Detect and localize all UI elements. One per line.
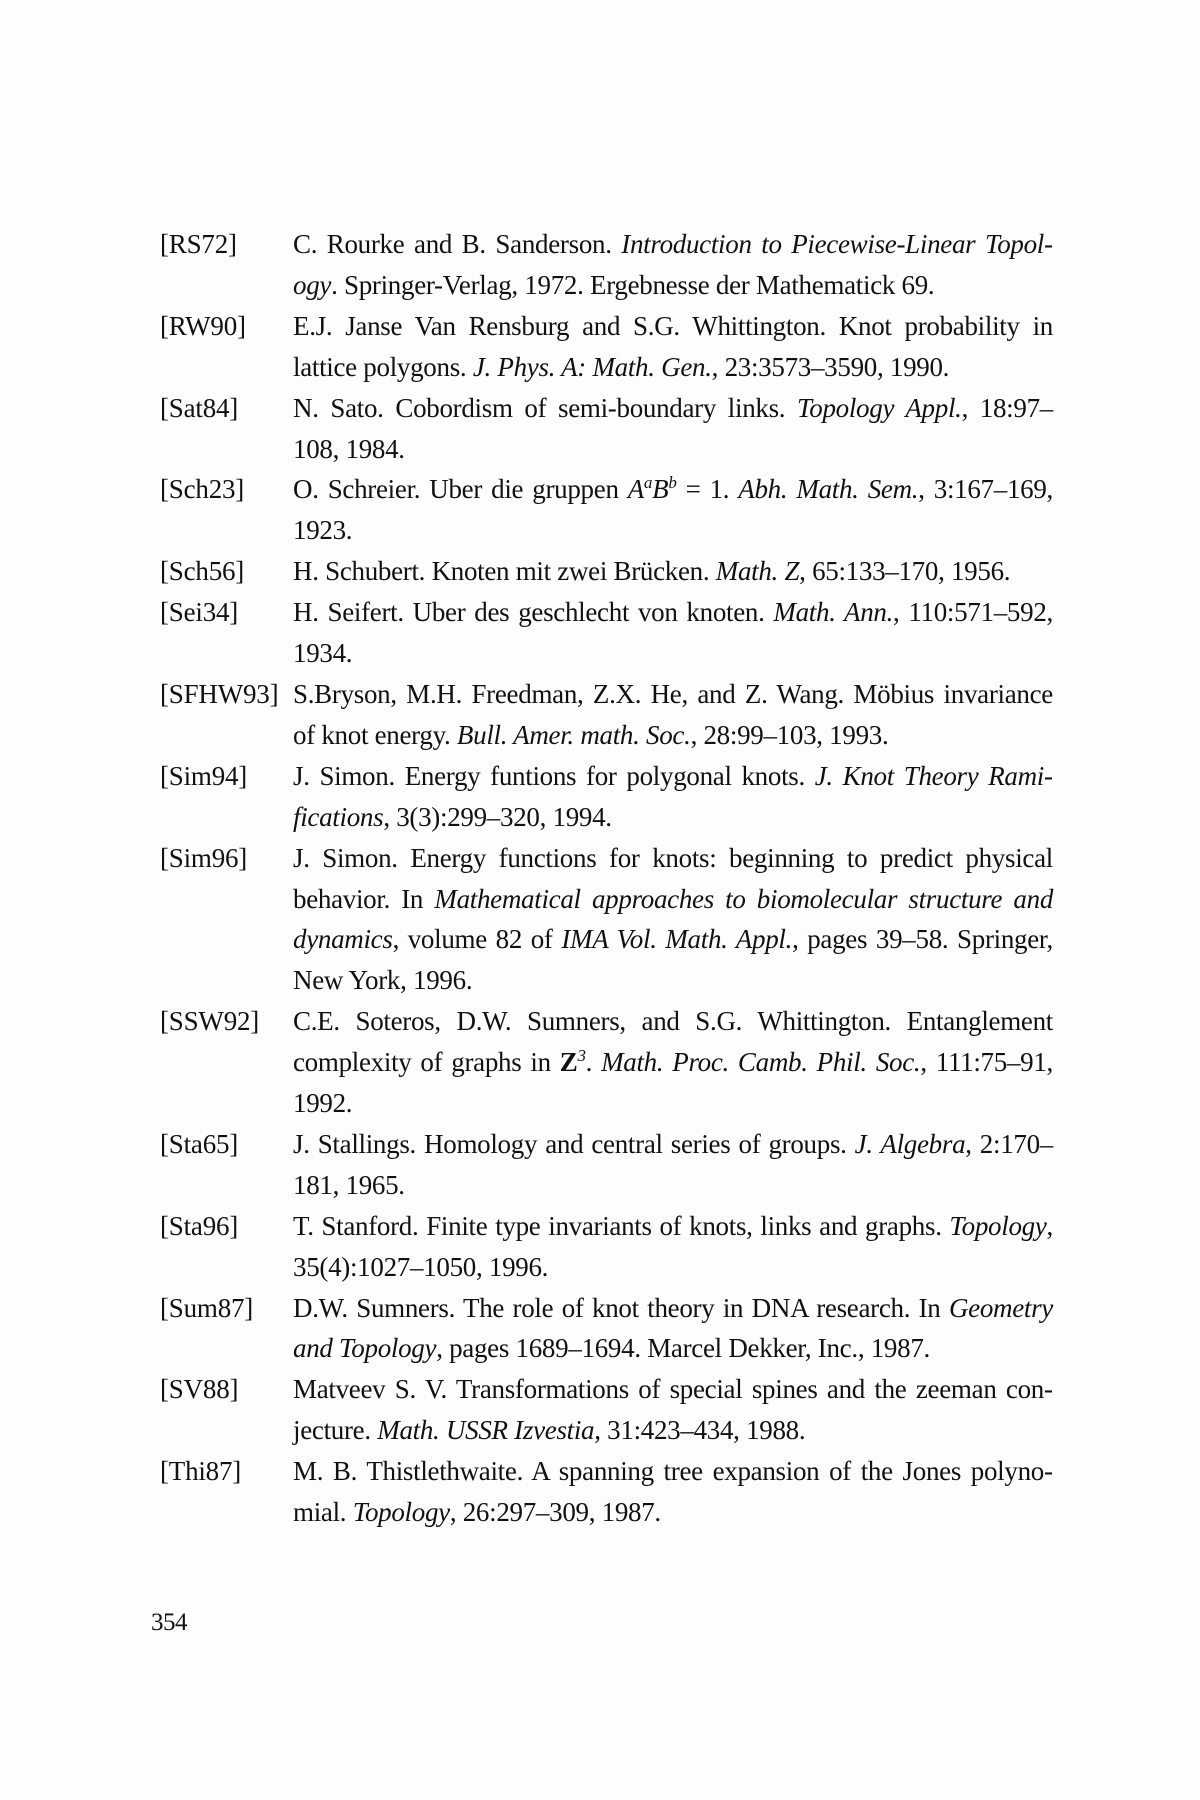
text-run: J. Stallings. Homology and central series of groups. <box>293 1128 855 1159</box>
text-run: T. Stanford. Finite type invariants of knots, links and graphs. <box>293 1210 950 1241</box>
italic-title: Math. Ann. <box>773 597 894 628</box>
text-run: , 28:99–103, 1993. <box>690 719 889 750</box>
bibliography-entry <box>0 1124 1200 1206</box>
italic-title: Math. Z <box>715 556 800 587</box>
text-run: , 35(4):1027–1050, 1996. <box>293 1210 1053 1282</box>
text-run: Matveev S. V. Transformations of special spines and the zeeman conjecture. <box>293 1374 1053 1446</box>
citation-text <box>293 1124 1053 1206</box>
citation-key: [RW90] <box>160 310 246 341</box>
text-run: H. Seifert. Uber des geschlecht von knoten. <box>293 597 774 628</box>
bibliography-entry <box>0 1451 1200 1533</box>
italic-title: B <box>652 474 669 505</box>
italic-title: Bull. Amer. math. Soc. <box>456 719 691 750</box>
page-number: 354 <box>151 1609 187 1636</box>
bibliography-entry <box>0 1206 1200 1288</box>
bibliography-entry <box>0 469 1200 551</box>
text-run: H. Schubert. Knoten mit zwei Brücken. <box>293 556 716 587</box>
text-run: , 2:170–181, 1965. <box>293 1128 1053 1200</box>
italic-title: Math. USSR Izvestia <box>377 1415 595 1446</box>
bibliography-entry <box>0 756 1200 838</box>
bibliography-entry <box>0 388 1200 470</box>
citation-key: [Sim94] <box>160 760 248 791</box>
citation-key: [Sei34] <box>160 597 239 628</box>
superscript: b <box>668 473 677 493</box>
citation-text <box>293 224 1053 306</box>
bibliography-entry <box>0 1001 1200 1124</box>
italic-title: J. Algebra <box>854 1128 966 1159</box>
italic-title: Abh. Math. Sem. <box>738 474 919 505</box>
italic-title: Geometry and Topology <box>293 1292 1053 1364</box>
citation-key: [Thi87] <box>160 1456 242 1487</box>
text-run: , 31:423–434, 1988. <box>594 1415 806 1446</box>
italic-title: IMA Vol. Math. Appl. <box>561 924 793 955</box>
text-run: J. Simon. Energy functions for knots: beginning to predict physical behavior. In <box>293 842 1053 914</box>
text-run: D.W. Sumners. The role of knot theory in DNA research. In <box>293 1292 949 1323</box>
text-run: , 110:571–592, 1934. <box>293 597 1053 669</box>
citation-key: [Sch56] <box>160 556 245 587</box>
bibliography-entry <box>0 306 1200 388</box>
citation-key: [Sta96] <box>160 1210 239 1241</box>
citation-key: [RS72] <box>160 229 237 259</box>
citation-text <box>293 551 1053 592</box>
italic-title: J. Phys. A: Math. Gen. <box>472 351 712 382</box>
text-run: . Springer-Verlag, 1972. Ergebnesse der Mathematick 69. <box>331 269 935 300</box>
italic-title: A <box>627 474 644 505</box>
text-run: , pages 39–58. Springer, New York, 1996. <box>293 924 1053 996</box>
citation-key: [Sum87] <box>160 1292 254 1323</box>
text-run: . <box>585 1047 602 1078</box>
citation-text <box>293 1288 1053 1370</box>
bibliography-entry <box>0 592 1200 674</box>
text-run: , 3(3):299–320, 1994. <box>383 801 612 832</box>
text-run: , 111:75–91, 1992. <box>293 1047 1054 1119</box>
text-run: N. Sato. Cobordism of semi-boundary links. <box>293 392 797 423</box>
italic-title: Introduction to Piecewise-Linear Topology <box>293 229 1053 300</box>
bibliography-entry <box>0 1369 1200 1451</box>
bold-symbol: Z <box>559 1047 578 1078</box>
text-run: S.Bryson, M.H. Freedman, Z.X. He, and Z. Wang. Möbius invariance of knot energy. <box>293 678 1053 750</box>
citation-text <box>293 838 1053 1002</box>
citation-text <box>293 592 1053 674</box>
text-run: M. B. Thistlethwaite. A spanning tree expansion of the Jones polynomial. <box>293 1456 1053 1528</box>
citation-key: [SSW92] <box>160 1006 260 1037</box>
italic-title: Topology <box>949 1210 1047 1241</box>
text-run: , 65:133–170, 1956. <box>799 556 1011 587</box>
citation-key: [Sim96] <box>160 842 248 873</box>
bibliography-entry <box>0 224 1200 306</box>
citation-text <box>293 1369 1053 1451</box>
text-run: C.E. Soteros, D.W. Sumners, and S.G. Whittington. Entanglement complexity of graphs in <box>293 1006 1053 1078</box>
bibliography-entry <box>0 551 1200 592</box>
italic-title: J. Knot Theory Ramifications <box>293 760 1053 832</box>
text-run: J. Simon. Energy funtions for polygonal knots. <box>293 760 815 791</box>
italic-title: Topology <box>352 1497 450 1528</box>
text-run: C. Rourke and B. Sanderson. <box>293 229 622 259</box>
citation-text <box>293 388 1053 470</box>
citation-key: [Sat84] <box>160 392 239 423</box>
citation-key: [SFHW93] <box>160 678 279 709</box>
italic-title: Mathematical approaches to biomolecular structure and dynamics <box>293 883 1054 955</box>
citation-key: [Sch23] <box>160 474 245 505</box>
citation-text <box>293 1451 1053 1533</box>
citation-text <box>293 306 1053 388</box>
bibliography-entry <box>0 674 1200 756</box>
citation-text <box>293 469 1053 551</box>
text-run: = 1. <box>676 474 739 505</box>
italic-title: Topology Appl. <box>797 392 962 423</box>
text-run: , 18:97–108, 1984. <box>293 392 1053 464</box>
citation-text <box>293 674 1053 756</box>
citation-key: [Sta65] <box>160 1128 239 1159</box>
text-run: O. Schreier. Uber die gruppen <box>293 474 628 505</box>
citation-text <box>293 1206 1053 1288</box>
superscript: a <box>643 473 653 493</box>
citation-text <box>293 1001 1053 1124</box>
italic-title: Math. Proc. Camb. Phil. Soc. <box>601 1047 921 1078</box>
bibliography-entry <box>0 1288 1200 1370</box>
superscript: 3 <box>577 1046 586 1066</box>
text-run: , volume 82 of <box>392 924 562 955</box>
text-run: E.J. Janse Van Rensburg and S.G. Whittington. Knot probability in lattice polygons. <box>293 310 1053 382</box>
bibliography-list <box>0 224 1200 1533</box>
bibliography-entry <box>0 838 1200 1002</box>
text-run: , 23:3573–3590, 1990. <box>711 351 950 382</box>
text-run: , 3:167–169, 1923. <box>293 474 1053 546</box>
text-run: , 26:297–309, 1987. <box>449 1497 661 1528</box>
citation-text <box>293 756 1053 838</box>
citation-key: [SV88] <box>160 1374 239 1405</box>
text-run: , pages 1689–1694. Marcel Dekker, Inc., 1987. <box>436 1333 930 1364</box>
